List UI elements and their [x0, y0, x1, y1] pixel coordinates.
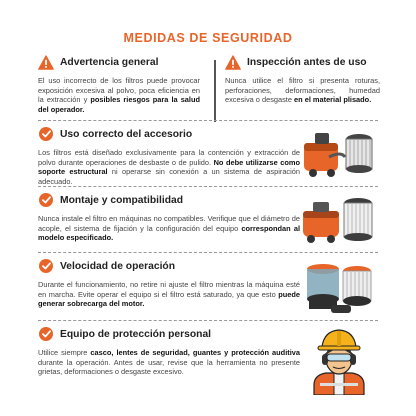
body-text: Utilice siempre: [38, 348, 91, 357]
pre-use-inspection-body: [225, 76, 380, 105]
emphasis-text: No debe utilizarse como soporte estructural: [38, 157, 300, 177]
emphasis-text: casco, lentes de seguridad, guantes y protección auditiva: [90, 348, 300, 357]
section-body: [38, 214, 300, 243]
emphasis-text: en el material plisado.: [294, 95, 372, 105]
body-text: Nunca utilice el filtro si presenta roturas, perforaciones, deformaciones, humedad excesiva o desgaste: [225, 76, 380, 105]
general-warning-heading: Advertencia general: [60, 56, 159, 68]
page-title: MEDIDAS DE SEGURIDAD: [123, 31, 293, 45]
section-heading: Montaje y compatibilidad: [60, 194, 184, 206]
filter-cartridges-image: [300, 258, 378, 318]
warning-triangle-icon: [38, 54, 54, 70]
warning-triangle-icon: [225, 54, 241, 70]
section-heading: Uso correcto del accesorio: [60, 128, 193, 140]
section-divider: [38, 252, 378, 254]
section-mounting-compatibility: [38, 192, 378, 250]
section-correct-use: [38, 126, 378, 184]
checkmark-icon: [39, 259, 53, 273]
checkmark-icon: [39, 193, 53, 207]
section-body: [38, 148, 300, 186]
section-divider: [38, 120, 378, 122]
body-text: El uso incorrecto de los filtros puede provocar exposición excesiva al polvo, poca eficiencia en la extracción y: [38, 76, 200, 105]
section-divider: [38, 186, 378, 188]
filter-product-image: [300, 126, 378, 184]
checkmark-icon: [39, 127, 53, 141]
pre-use-inspection: [225, 54, 380, 105]
checkmark-icon: [39, 327, 53, 341]
emphasis-text: correspondan al modelo especificado.: [38, 223, 300, 243]
body-text: Durante el funcionamiento, no retire ni ajuste el filtro mientras la máquina esté en marcha. Evite operar el equipo si el filtro está saturado, ya que esto: [38, 280, 300, 299]
emphasis-text: puede generar sobrecarga del motor.: [38, 289, 300, 309]
general-warning-body: [38, 76, 200, 114]
section-body: [38, 280, 300, 309]
section-heading: Velocidad de operación: [60, 260, 176, 272]
vacuum-filter-image: [300, 192, 378, 250]
section-ppe: [38, 326, 378, 396]
section-body: [38, 348, 300, 377]
body-text: Los filtros está diseñado exclusivamente para la contención y extracción de polvo durante operaciones de desbaste o de pulido.: [38, 148, 300, 167]
emphasis-text: posibles riesgos para la salud del operador.: [38, 95, 201, 114]
section-heading: Equipo de protección personal: [60, 328, 212, 340]
section-divider: [38, 320, 378, 322]
column-divider: [214, 60, 216, 122]
worker-with-ppe-icon: [300, 326, 378, 396]
section-operating-speed: [38, 258, 378, 318]
body-text: durante la operación. Antes de usar, revise que la herramienta no presente grietas, deformaciones o desgaste excesivo.: [38, 357, 300, 377]
general-warning: [38, 54, 200, 114]
body-text: Nunca instale el filtro en máquinas no compatibles. Verifique que el diámetro de acople, el sistema de fijación y la configuración del equipo: [38, 214, 300, 233]
pre-use-inspection-heading: Inspección antes de uso: [247, 56, 367, 68]
body-text: ni operarse sin conexión a un sistema de aspiración adecuado.: [38, 167, 300, 186]
